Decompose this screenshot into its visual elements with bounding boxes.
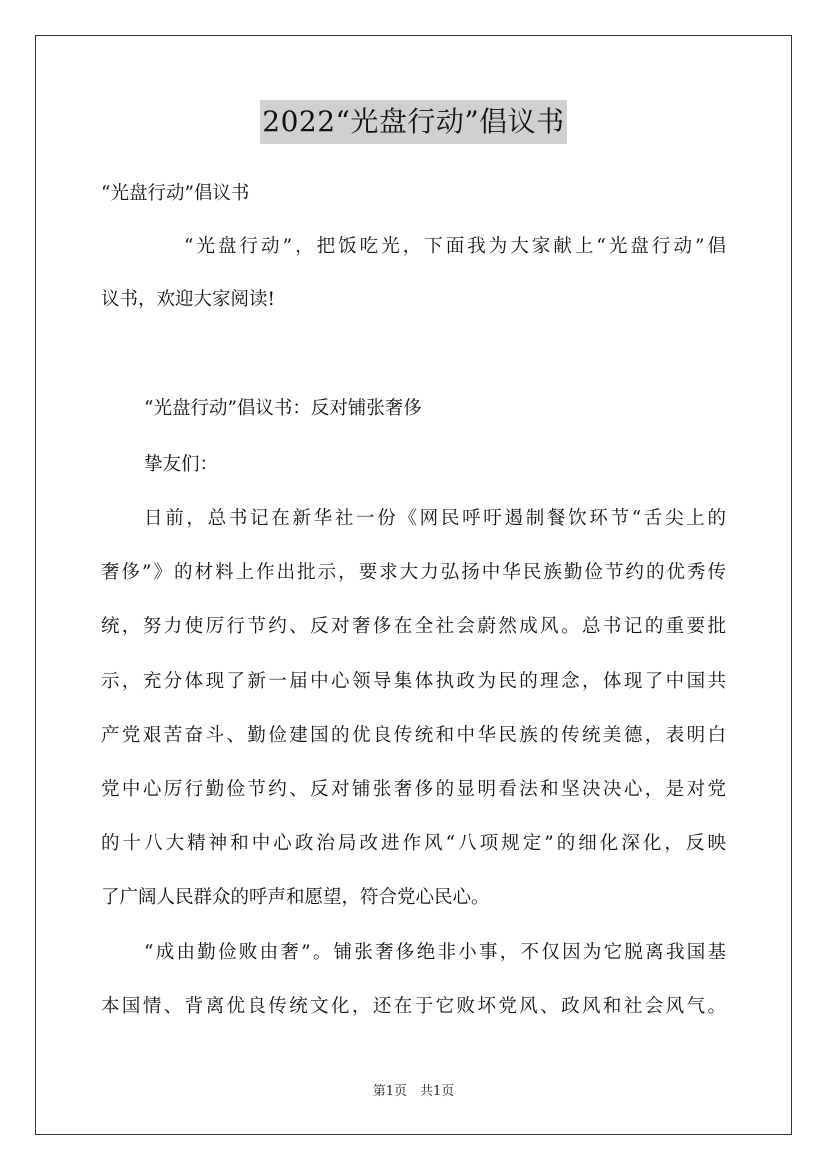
salutation: 挚友们：: [144, 454, 219, 475]
body-line-8: 了广阔人民群众的呼声和愿望，符合党心民心。: [101, 887, 490, 908]
body-line-10: 本国情、背离优良传统文化，还在于它败坏党风、政风和社会风气。: [101, 996, 726, 1017]
body-line-6: 党中心厉行勤俭节约、反对铺张奢侈的显明看法和坚决决心，是对党: [101, 779, 726, 800]
body-line-4: 示，充分体现了新一届中心领导集体执政为民的理念，体现了中国共: [101, 671, 726, 692]
page-footer: [0, 1084, 827, 1100]
body-line-7: 的十八大精神和中心政治局改进作风“八项规定”的细化深化，反映: [101, 833, 726, 854]
document-title: 2022“光盘行动”倡议书: [260, 100, 566, 144]
intro-line-2: 议书，欢迎大家阅读!: [101, 289, 275, 310]
page-number-label: 第1页 共1页: [372, 1084, 455, 1099]
document-subtitle: “光盘行动”倡议书: [101, 183, 250, 204]
intro-line-1: “光盘行动”，把饭吃光，下面我为大家献上“光盘行动”倡: [184, 236, 726, 257]
body-line-9: “成由勤俭败由奢”。铺张奢侈绝非小事，不仅因为它脱离我国基: [144, 942, 726, 963]
title-container: [0, 100, 827, 144]
body-line-1: 日前，总书记在新华社一份《网民呼吁遏制餐饮环节“舌尖上的: [144, 508, 726, 529]
body-line-2: 奢侈”》的材料上作出批示，要求大力弘扬中华民族勤俭节约的优秀传: [101, 562, 726, 583]
body-line-3: 统，努力使厉行节约、反对奢侈在全社会蔚然成风。总书记的重要批: [101, 616, 726, 637]
section-heading: “光盘行动”倡议书：反对铺张奢侈: [144, 398, 422, 419]
body-line-5: 产党艰苦奋斗、勤俭建国的优良传统和中华民族的传统美德，表明白: [101, 725, 726, 746]
